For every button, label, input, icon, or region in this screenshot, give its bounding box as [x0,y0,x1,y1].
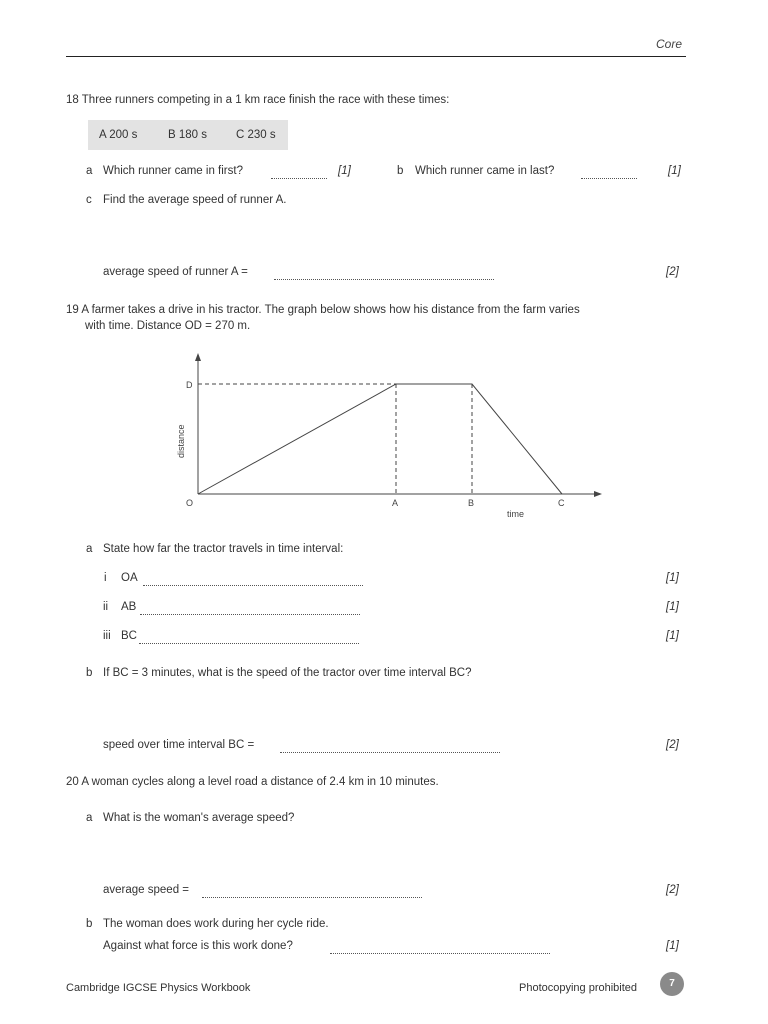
footer-notice: Photocopying prohibited [519,982,638,994]
q19b-text: If BC = 3 minutes, what is the speed of the tractor over time interval BC? [103,667,472,679]
q18c-marks: [2] [666,266,679,278]
runner-time-a: A 200 s [99,129,138,141]
page-number-badge: 7 [660,972,684,996]
q19b-marks: [2] [666,739,679,751]
q20b-marks: [1] [666,940,679,952]
q20a-text: What is the woman's average speed? [103,812,295,824]
q19b-answer-label: speed over time interval BC = [103,739,255,751]
point-label-a: A [392,498,399,508]
q19b-label: b [86,667,93,679]
q18c-text: Find the average speed of runner A. [103,194,287,206]
y-axis-label: distance [176,424,186,458]
runner-time-b: B 180 s [168,129,207,141]
q18b-label: b [397,165,404,177]
q20a-label: a [86,812,93,824]
graph-line [198,384,562,494]
q19aiii-marks: [1] [666,630,679,642]
footer-book-title: Cambridge IGCSE Physics Workbook [66,982,251,994]
section-label: Core [656,37,683,51]
q18a-label: a [86,165,93,177]
q19aii-answer-line[interactable] [140,604,360,615]
q18b-marks: [1] [668,165,681,177]
q19aii-marks: [1] [666,601,679,613]
q20-stem: 20 A woman cycles along a level road a distance of 2.4 km in 10 minutes. [66,776,439,788]
q20b-label: b [86,918,93,930]
q18c-answer-label: average speed of runner A = [103,266,248,278]
q20a-answer-line[interactable] [202,887,422,898]
q20b-answer-line[interactable] [330,943,550,954]
y-axis-arrow [195,353,201,361]
point-label-d: D [186,380,193,390]
q19ai-text: OA [121,572,138,584]
q19aii-label: ii [103,601,109,613]
q19aiii-answer-line[interactable] [139,633,359,644]
q19ai-label: i [104,572,107,584]
q19a-text: State how far the tractor travels in time interval: [103,543,344,555]
q18c-label: c [86,194,92,206]
x-axis-arrow [594,491,602,497]
point-label-o: O [186,498,194,508]
q18a-marks: [1] [338,165,351,177]
q20b-text2: Against what force is this work done? [103,940,293,952]
q20a-marks: [2] [666,884,679,896]
q19aiii-label: iii [103,630,111,642]
point-label-c: C [558,498,565,508]
q18a-text: Which runner came in first? [103,165,243,177]
q19aii-text: AB [121,601,137,613]
q20b-text1: The woman does work during her cycle ride. [103,918,329,930]
q19ai-answer-line[interactable] [143,575,363,586]
q19-stem-line1: 19 A farmer takes a drive in his tractor. The graph below shows how his distance from the farm varies [66,304,580,316]
q19aiii-text: BC [121,630,137,642]
x-axis-label: time [507,509,525,519]
q18b-text: Which runner came in last? [415,165,555,177]
q19ai-marks: [1] [666,572,679,584]
q19-stem-line2: with time. Distance OD = 270 m. [85,320,251,332]
q19b-answer-line[interactable] [280,742,500,753]
runner-time-c: C 230 s [236,129,276,141]
q20a-answer-label: average speed = [103,884,189,896]
q18-stem: 18 Three runners competing in a 1 km race finish the race with these times: [66,94,450,106]
q19a-label: a [86,543,93,555]
point-label-b: B [468,498,475,508]
